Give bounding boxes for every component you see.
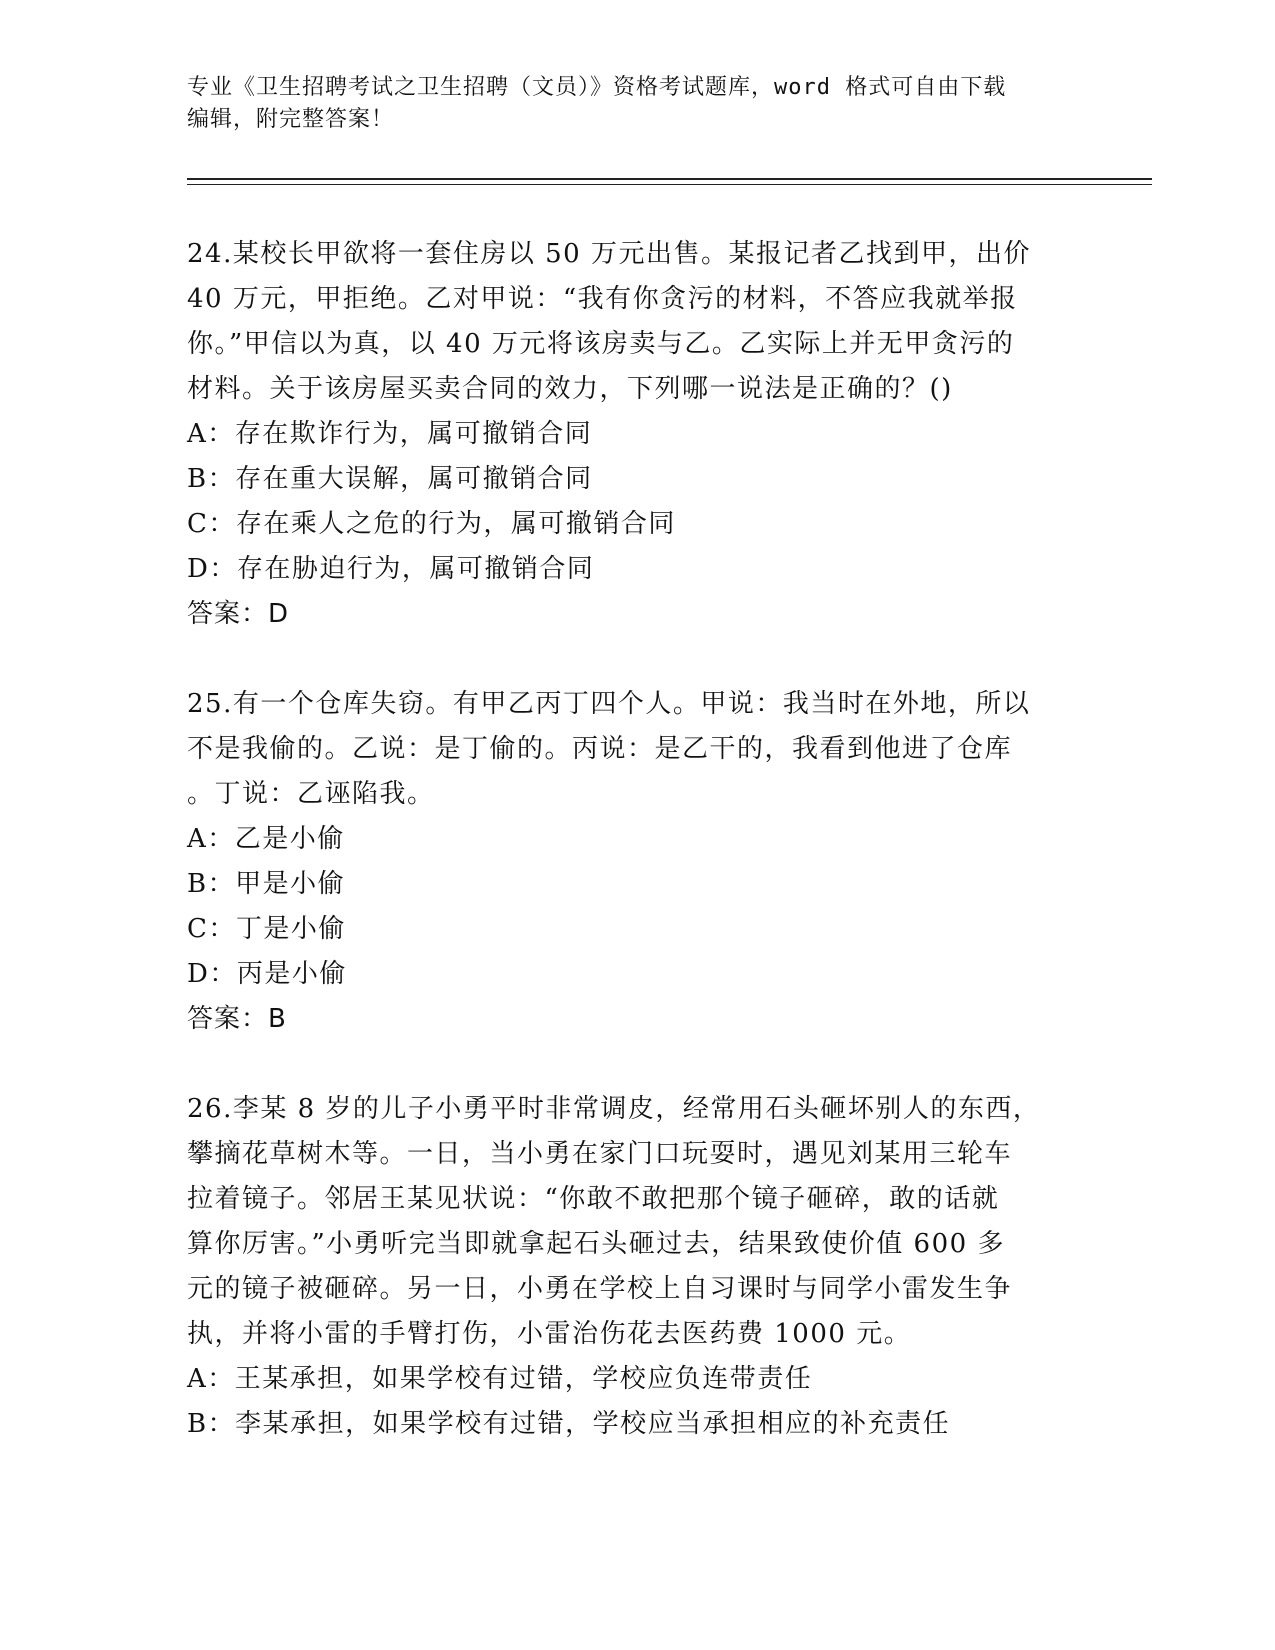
option-a: A：王某承担，如果学校有过错，学校应负连带责任 <box>187 1364 813 1394</box>
answer-label: 答案：B <box>187 1004 287 1034</box>
question-text-line: 攀摘花草树木等。一日，当小勇在家门口玩耍时，遇见刘某用三轮车 <box>187 1139 1013 1169</box>
question-text-line: 算你厉害。”小勇听完当即就拿起石头砸过去，结果致使价值 600 多 <box>187 1229 1005 1259</box>
question-text-line: 执，并将小雷的手臂打伤，小雷治伤花去医药费 1000 元。 <box>187 1319 912 1349</box>
option-b: B：李某承担，如果学校有过错，学校应当承担相应的补充责任 <box>187 1409 951 1439</box>
option-c: C：存在乘人之危的行为，属可撤销合同 <box>187 509 676 539</box>
question-26 <box>187 1087 1087 1447</box>
question-text-line: 元的镜子被砸碎。另一日，小勇在学校上自习课时与同学小雷发生争 <box>187 1274 1013 1304</box>
question-25 <box>187 682 1087 1042</box>
question-text-line: 拉着镜子。邻居王某见状说：“你敢不敢把那个镜子砸碎，敢的话就 <box>187 1184 1000 1214</box>
question-text-line: 26.李某 8 岁的儿子小勇平时非常调皮，经常用石头砸坏别人的东西， <box>187 1094 1041 1124</box>
question-text-line: 不是我偷的。乙说：是丁偷的。丙说：是乙干的，我看到他进了仓库 <box>187 734 1013 764</box>
question-text-line: 。丁说：乙诬陷我。 <box>187 779 435 809</box>
option-a: A：乙是小偷 <box>187 824 345 854</box>
header-divider-thick <box>187 178 1152 180</box>
question-text-line: 24.某校长甲欲将一套住房以 50 万元出售。某报记者乙找到甲，出价 <box>187 239 1031 269</box>
question-text-line: 25.有一个仓库失窃。有甲乙丙丁四个人。甲说：我当时在外地，所以 <box>187 689 1031 719</box>
answer-label: 答案：D <box>187 599 290 629</box>
question-text-line: 材料。关于该房屋买卖合同的效力，下列哪一说法是正确的？() <box>187 374 953 404</box>
question-text-line: 40 万元，甲拒绝。乙对甲说：“我有你贪污的材料，不答应我就举报 <box>187 284 1018 314</box>
option-d: D：丙是小偷 <box>187 959 347 989</box>
header-line-2: 编辑，附完整答案！ <box>187 107 395 132</box>
question-list <box>187 232 1087 1492</box>
option-d: D：存在胁迫行为，属可撤销合同 <box>187 554 595 584</box>
question-24 <box>187 232 1087 637</box>
option-c: C：丁是小偷 <box>187 914 346 944</box>
option-b: B：存在重大误解，属可撤销合同 <box>187 464 593 494</box>
document-header <box>187 72 1067 136</box>
header-divider-thin <box>187 184 1152 185</box>
header-line-1: 专业《卫生招聘考试之卫生招聘（文员）》资格考试题库，word 格式可自由下载 <box>187 75 1007 100</box>
option-a: A：存在欺诈行为，属可撤销合同 <box>187 419 593 449</box>
question-text-line: 你。”甲信以为真，以 40 万元将该房卖与乙。乙实际上并无甲贪污的 <box>187 329 1015 359</box>
option-b: B：甲是小偷 <box>187 869 346 899</box>
